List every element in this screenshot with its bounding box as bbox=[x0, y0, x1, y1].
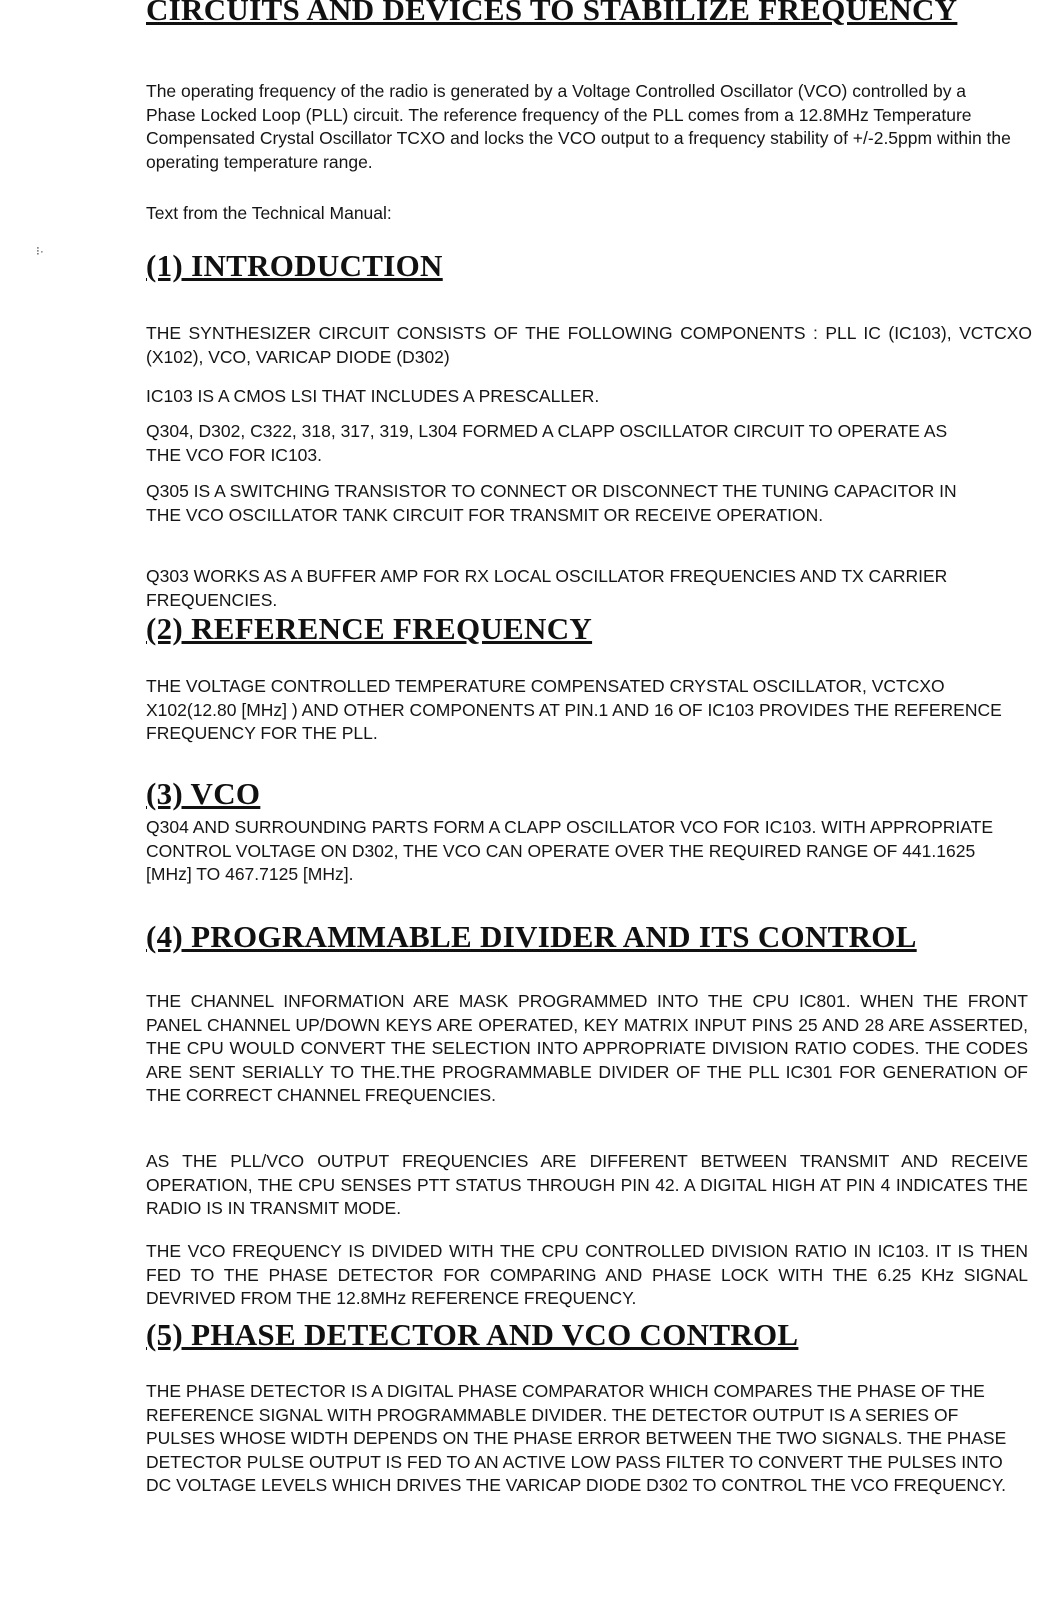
margin-mark: ⁝· bbox=[36, 244, 44, 258]
manual-note: Text from the Technical Manual: bbox=[146, 203, 392, 223]
section-heading-phase-detector: (5) PHASE DETECTOR AND VCO CONTROL bbox=[146, 1317, 799, 1352]
section-3-paragraph: Q304 AND SURROUNDING PARTS FORM A CLAPP OSCILLATOR VCO FOR IC103. WITH APPROPRIATE CONTROL VOLTAGE ON D302, THE VCO CAN OPERATE OVER THE REQUIRED RANGE OF 441.1625 [MHz] TO 467.7125 [MHz]. bbox=[146, 817, 994, 884]
section-1-paragraph: Q303 WORKS AS A BUFFER AMP FOR RX LOCAL OSCILLATOR FREQUENCIES AND TX CARRIER FREQUENCIES. bbox=[146, 566, 948, 610]
section-1-paragraph: Q305 IS A SWITCHING TRANSISTOR TO CONNECT OR DISCONNECT THE TUNING CAPACITOR IN THE VCO OSCILLATOR TANK CIRCUIT FOR TRANSMIT OR RECEIVE OPERATION. bbox=[146, 481, 957, 525]
section-1-paragraph: Q304, D302, C322, 318, 317, 319, L304 FORMED A CLAPP OSCILLATOR CIRCUIT TO OPERATE AS THE VCO FOR IC103. bbox=[146, 421, 948, 465]
section-heading-vco: (3) VCO bbox=[146, 776, 261, 811]
page-title: CIRCUITS AND DEVICES TO STABILIZE FREQUENCY bbox=[146, 0, 958, 27]
section-4-paragraph: THE CHANNEL INFORMATION ARE MASK PROGRAMMED INTO THE CPU IC801. WHEN THE FRONT PANEL CHANNEL UP/DOWN KEYS ARE OPERATED, KEY MATRIX INPUT PINS 25 AND 28 ARE ASSERTED, THE CPU WOULD CONVERT THE SELECTION INTO APPROPRIATE DIVISION RATIO CODES. THE CODES ARE SENT SERIALLY TO THE.THE PROGRAMMABLE DIVIDER OF THE PLL IC301 FOR GENERATION OF THE CORRECT CHANNEL FREQUENCIES. bbox=[146, 991, 1028, 1105]
section-heading-programmable-divider: (4) PROGRAMMABLE DIVIDER AND ITS CONTROL bbox=[146, 919, 917, 954]
section-heading-reference-frequency: (2) REFERENCE FREQUENCY bbox=[146, 611, 593, 646]
section-heading-introduction: (1) INTRODUCTION bbox=[146, 248, 443, 283]
section-4-paragraph: AS THE PLL/VCO OUTPUT FREQUENCIES ARE DIFFERENT BETWEEN TRANSMIT AND RECEIVE OPERATION, THE CPU SENSES PTT STATUS THROUGH PIN 42. A DIGITAL HIGH AT PIN 4 INDICATES THE RADIO IS IN TRANSMIT MODE. bbox=[146, 1151, 1028, 1218]
section-2-paragraph: THE VOLTAGE CONTROLLED TEMPERATURE COMPENSATED CRYSTAL OSCILLATOR, VCTCXO X102(12.80 [MHz] ) AND OTHER COMPONENTS AT PIN.1 AND 16 OF IC103 PROVIDES THE REFERENCE FREQUENCY FOR THE PLL. bbox=[146, 676, 1002, 743]
section-1-paragraph: IC103 IS A CMOS LSI THAT INCLUDES A PRESCALLER. bbox=[146, 386, 600, 406]
section-1-paragraph: THE SYNTHESIZER CIRCUIT CONSISTS OF THE FOLLOWING COMPONENTS : PLL IC (IC103), VCTCXO (X102), VCO, VARICAP DIODE (D302) bbox=[146, 323, 1032, 367]
section-5-paragraph: THE PHASE DETECTOR IS A DIGITAL PHASE COMPARATOR WHICH COMPARES THE PHASE OF THE REFERENCE SIGNAL WITH PROGRAMMABLE DIVIDER. THE DETECTOR OUTPUT IS A SERIES OF PULSES WHOSE WIDTH DEPENDS ON THE PHASE ERROR BETWEEN THE TWO SIGNALS. THE PHASE DETECTOR PULSE OUTPUT IS FED TO AN ACTIVE LOW PASS FILTER TO CONVERT THE PULSES INTO DC VOLTAGE LEVELS WHICH DRIVES THE VARICAP DIODE D302 TO CONTROL THE VCO FREQUENCY. bbox=[146, 1381, 1007, 1495]
section-4-paragraph: THE VCO FREQUENCY IS DIVIDED WITH THE CPU CONTROLLED DIVISION RATIO IN IC103. IT IS THEN FED TO THE PHASE DETECTOR FOR COMPARING AND PHASE LOCK WITH THE 6.25 KHz SIGNAL DEVRIVED FROM THE 12.8MHz REFERENCE FREQUENCY. bbox=[146, 1241, 1028, 1308]
intro-paragraph: The operating frequency of the radio is generated by a Voltage Controlled Oscillator (VCO) controlled by a Phase Locked Loop (PLL) circuit. The reference frequency of the PLL comes from a 12.8MHz Temperature Compensated Crystal Oscillator TCXO and locks the VCO output to a frequency stability of +/-2.5ppm within the operating temperature range. bbox=[146, 81, 1011, 172]
